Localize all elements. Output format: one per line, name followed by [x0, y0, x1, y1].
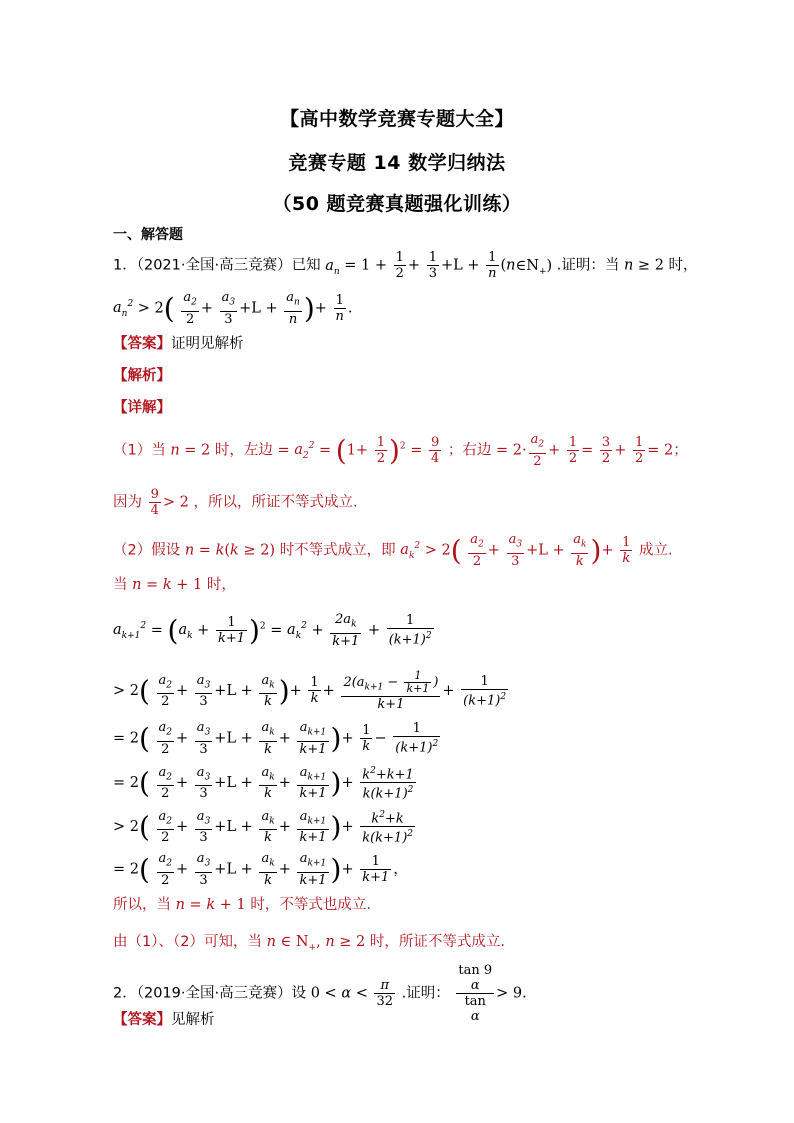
step-1: （1）当 n = 2 时，左边 = $a_2^2 = (1+$ $\frac{1}{2}$ )$^2$ = $\frac{9}{4}$ ；右边 = 2· $\frac{a_2}{2}$ + $\frac{1}{2}$ = $\frac{3}{2}$ + $\frac{1}{2}$ = 2； — [113, 432, 688, 469]
question-1-tail: 时， — [668, 257, 698, 274]
analysis-tag: 【解析】 — [113, 368, 171, 384]
question-2-statement: 2．（2019·全国·高三竞赛）设 0 < α < $\frac{\pi}{32}$ .证明： tan 9 α tan α > 9. — [113, 963, 527, 1024]
section-heading: 一、解答题 — [113, 227, 183, 243]
conclusion-2-b: 时，所证不等式成立. — [369, 934, 505, 950]
derivation-line-5: > 2( $\frac{a_2}{2}$ + $\frac{a_3}{3}$ +L + $\frac{a_k}{k}$ + $\frac{a_{k+1}}{k+1}$ )+ $\frac{k^2+k}{k(k+1)^2}$ — [113, 808, 413, 846]
answer-text-1: 证明见解析 — [171, 336, 244, 352]
step-1-conclusion-b: ，所以，所证不等式成立. — [193, 494, 358, 511]
step-2: （2）假设 n = k(k ≥ 2) 时不等式成立，即 $a_k^2 > 2$( $\frac{a_2}{2}$ + $\frac{a_3}{3}$ +L + $\frac{a_k}{k}$ )+ $\frac{1}{k}$ 成立. — [113, 532, 673, 569]
question-1-prefix: 1．（2021·全国·高三竞赛）已知 — [113, 257, 321, 274]
derivation-line-6: = 2( $\frac{a_2}{2}$ + $\frac{a_3}{3}$ +L + $\frac{a_k}{k}$ + $\frac{a_{k+1}}{k+1}$ )+ $\frac{1}{k+1}$ ， — [113, 851, 408, 888]
step-1-conclusion-a: 因为 — [113, 494, 142, 511]
conclusion-2: 由（1）、（2）可知，当 n ∈ $N_+$, n ≥ 2 时，所证不等式成立. — [113, 934, 505, 953]
answer-2 — [113, 1008, 215, 1029]
answer-text-2: 见解析 — [171, 1012, 215, 1028]
document-title: 【高中数学竞赛专题大全】 — [279, 108, 514, 130]
question-2-prefix: 2．（2019·全国·高三竞赛）设 — [113, 985, 307, 1002]
detail-tag: 【详解】 — [113, 400, 171, 416]
question-1-after: .证明：当 — [556, 257, 620, 274]
derivation-line-3: = 2( $\frac{a_2}{2}$ + $\frac{a_3}{3}$ +L + $\frac{a_k}{k}$ + $\frac{a_{k+1}}{k+1}$ )+ $\frac{1}{k}$ − $\frac{1}{(k+1)^2}$ — [113, 720, 439, 757]
step-2-when-a: 当 — [113, 577, 128, 593]
answer-1 — [113, 332, 244, 353]
question-2-mid: .证明： — [401, 985, 450, 1002]
conclusion-1-a: 所以，当 — [113, 897, 171, 913]
step-1-text-a: （1）当 — [113, 442, 166, 459]
step-1-text-b: 时，左边 — [214, 442, 273, 459]
conclusion-1-b: 时，不等式也成立. — [250, 897, 371, 913]
step-1-conclusion: 因为 $\frac{9}{4}$ > 2 ，所以，所证不等式成立. — [113, 487, 358, 518]
question-1-statement: 1．（2021·全国·高三竞赛）已知 $a_n = 1$ + $\frac{1}{2}$ + $\frac{1}{3}$ +L + $\frac{1}{n}$ $(n\in N_+)$ .证明：当 n ≥ 2 时， — [113, 250, 698, 281]
question-1-inequality: $a_n^2 > 2$( $\frac{a_2}{2}$ + $\frac{a_3}{3}$ +L + $\frac{a_n}{n}$ )+ $\frac{1}{n}$ . — [113, 290, 353, 327]
step-2-text-c: 成立. — [639, 542, 673, 559]
derivation-line-2: > 2( $\frac{a_2}{2}$ + $\frac{a_3}{3}$ +L + $\frac{a_k}{k}$ )+ $\frac{1}{k}$ + $2(a_{k+1}$ − $\frac{1}{k+1}$ ) k+1 + $\frac{1}{(k+1)^2}$ — [113, 669, 507, 712]
answer-tag-1: 【答案】 — [113, 336, 171, 352]
step-1-text-c: ；右边 — [447, 442, 492, 459]
document-subtitle-2: （50 题竞赛真题强化训练） — [272, 193, 522, 215]
conclusion-1: 所以，当 n = k + 1 时，不等式也成立. — [113, 897, 371, 913]
step-2-text-a: （2）假设 — [113, 542, 181, 559]
answer-tag-2: 【答案】 — [113, 1012, 171, 1028]
step-2-text-b: 时不等式成立，即 — [279, 542, 396, 559]
step-2-when-b: 时， — [206, 577, 236, 593]
derivation-line-1: $a_{k+1}^2 = (a_k$ + $\frac{1}{k+1}$ )$^2 = a_k^2$ + $\frac{2a_k}{k+1}$ + $\frac{1}{(k+1)^2}$ — [113, 612, 432, 649]
step-2-when: 当 n = k + 1 时， — [113, 577, 236, 593]
document-subtitle: 竞赛专题 14 数学归纳法 — [288, 152, 506, 174]
derivation-line-4: = 2( $\frac{a_2}{2}$ + $\frac{a_3}{3}$ +L + $\frac{a_k}{k}$ + $\frac{a_{k+1}}{k+1}$ )+ $\frac{k^2+k+1}{k(k+1)^2}$ — [113, 764, 414, 802]
conclusion-2-a: 由（1）、（2）可知，当 — [113, 934, 262, 950]
